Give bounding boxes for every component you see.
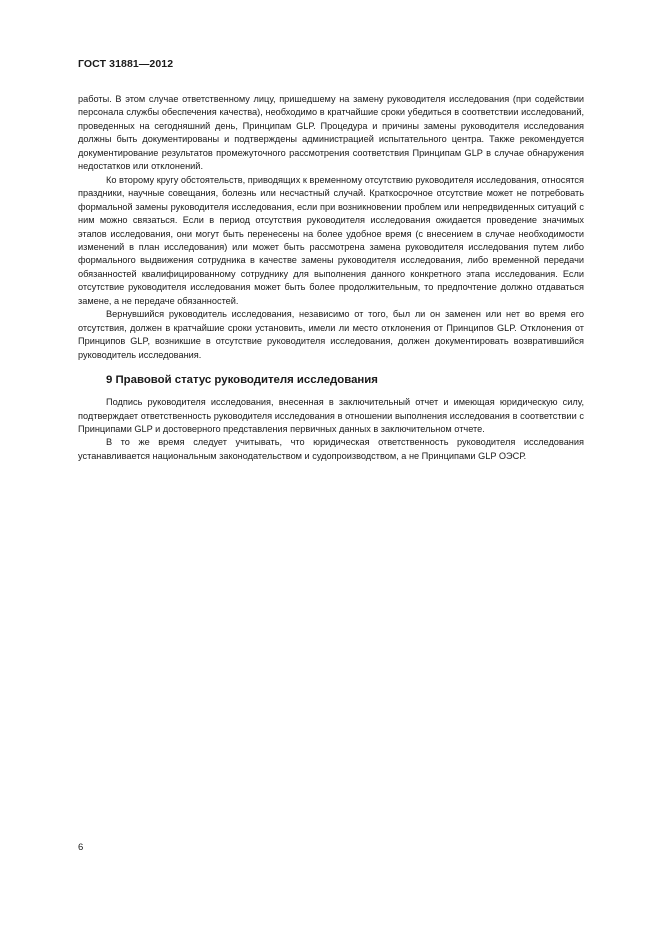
document-body [78,93,584,463]
paragraph-temporary-absence: Ко второму кругу обстоятельств, приводящих к временному отсутствию руководителя исследования, относятся праздники, научные совещания, болезнь или несчастный случай. Краткосрочное отсутствие может не потребовать формальной замены руководителя исследования, если при возникновении проблем или непредвиденных ситуаций с ним можно связаться. Если в период отсутствия руководителя исследования ожидается проведение значимых этапов исследования, они могут быть перенесены на более удобное время (с внесением в случае необходимости изменений в план исследования) или может быть рассмотрена замена руководителя исследования путем либо формального выдвижения сотрудника в качестве замены руководителя исследования, либо временной передачи обязанностей квалифицированному сотруднику для выполнения данного конкретного этапа исследования. Если отсутствие руководителя исследования может быть более продолжительным, то предпочтение должно отдаваться замене, а не передаче обязанностей. [78,174,584,306]
paragraph-continuation: работы. В этом случае ответственному лицу, пришедшему на замену руководителя исследования (при содействии персонала службы обеспечения качества), необходимо в кратчайшие сроки убедиться в соответствии исследований, проведенных на сегодняшний день, Принципам GLP. Процедура и причины замены руководителя исследования должны быть документированы и подтверждены администрацией испытательного центра. Также рекомендуется документирование результатов промежуточного рассмотрения соответствия Принципам GLP в случае обнаружения недостатков или отклонений. [78,94,584,172]
page-number: 6 [78,842,84,853]
standard-code-header: ГОСТ 31881—2012 [78,58,174,70]
paragraph-returning-director: Вернувшийся руководитель исследования, независимо от того, был ли он заменен или нет во время его отсутствия, должен в кратчайшие сроки установить, имели ли место отклонения от Принципов GLP. Отклонения от Принципов GLP, возникшие в отсутствие руководителя исследования, должен документировать возвратившийся руководитель исследования. [78,309,584,360]
paragraph-signature-legal: Подпись руководителя исследования, внесенная в заключительный отчет и имеющая юридическую силу, подтверждает ответственность руководителя исследования в отношении выполнения исследования в соответствии с Принципами GLP и достоверного представления первичных данных в заключительном отчете. [78,397,584,434]
paragraph-legal-responsibility: В то же время следует учитывать, что юридическая ответственность руководителя исследования устанавливается национальным законодательством и судопроизводством, а не Принципами GLP ОЭСР. [78,437,584,461]
section-heading: 9 Правовой статус руководителя исследования [106,374,378,387]
